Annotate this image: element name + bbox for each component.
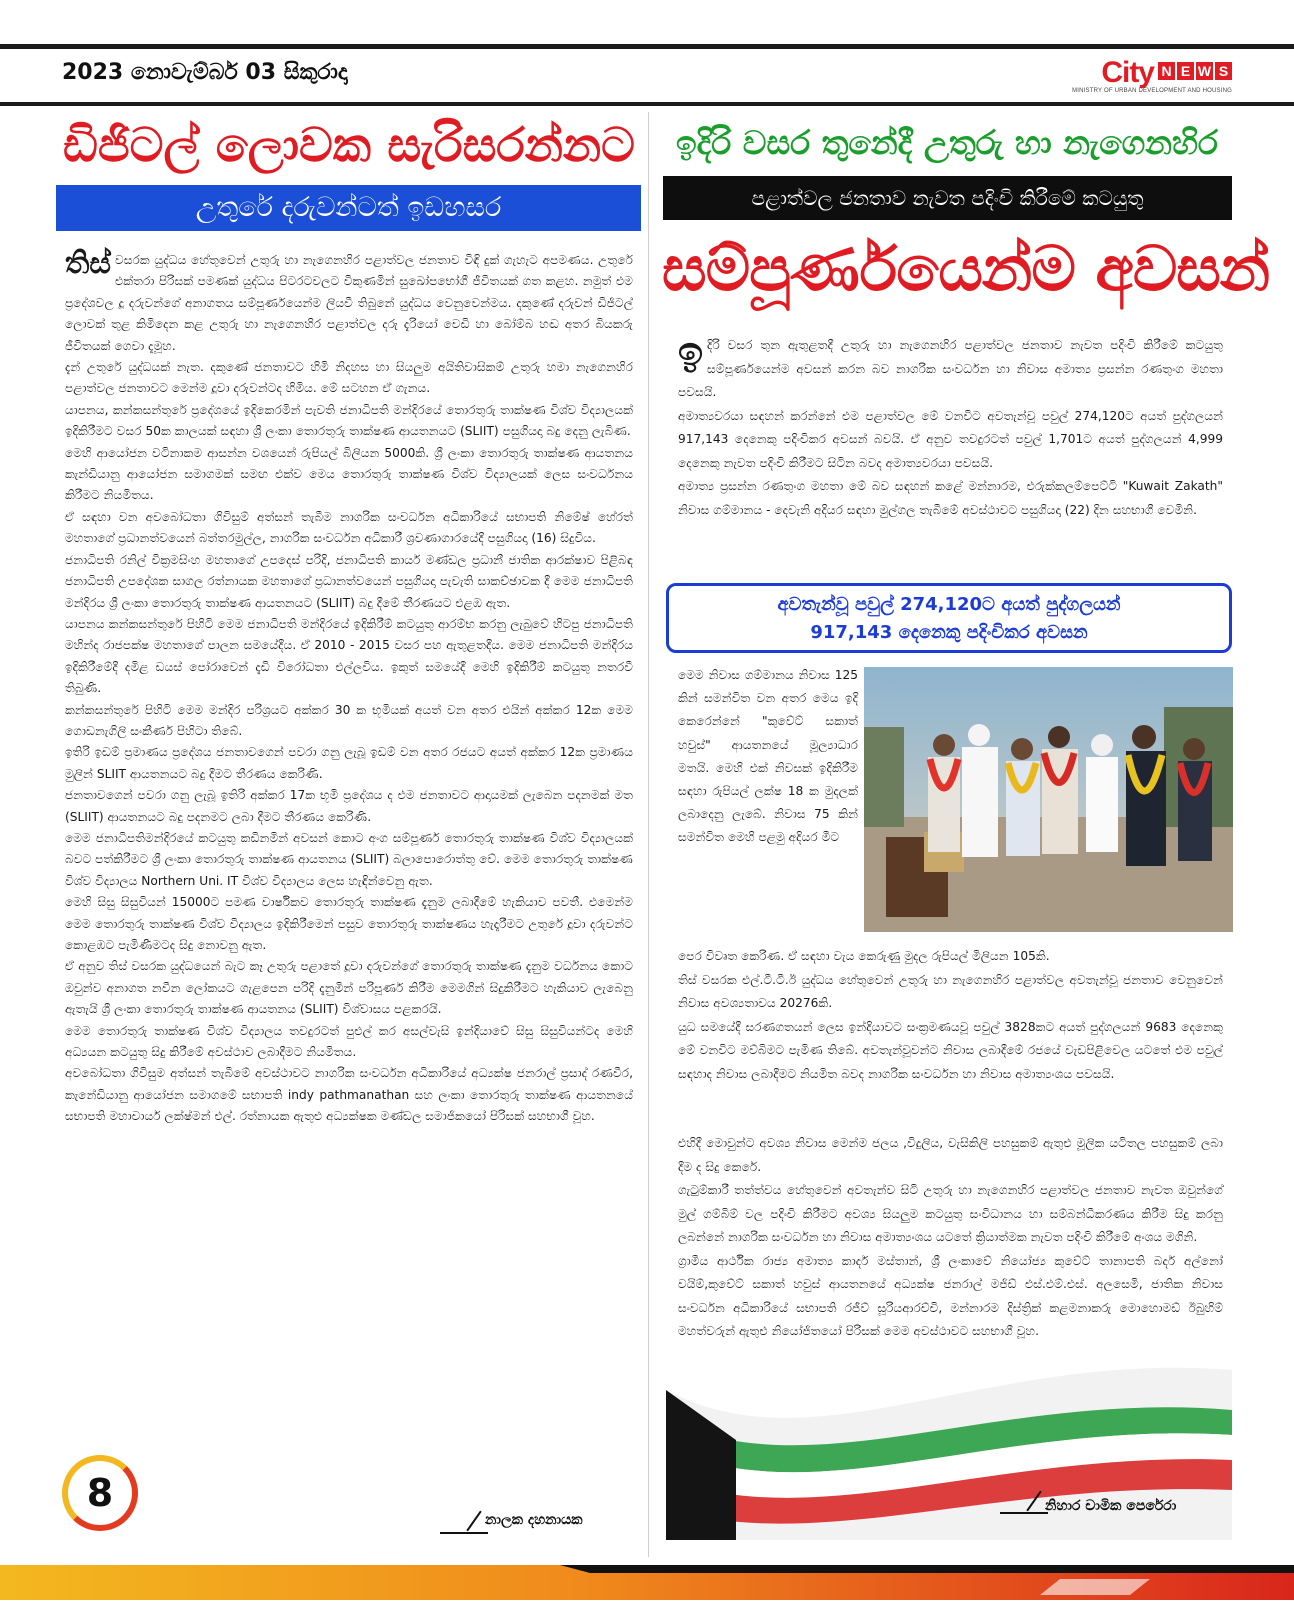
byline-rule: [440, 1532, 488, 1534]
right-article-continued: [678, 945, 1223, 1086]
right-paragraph: දිරි වසර තුන ඇතුළතදී උතුරු හා නැගෙනහිර පළාත්වල ජනතාව නැවත පදිංචි කිරීමේ කටයුතු සම්පූර්ණයෙන්ම අවසන් කරන බව නාගරික සංවර්ධන හා නිවාස අමාත්‍ය ප්‍රසන්න රණතුංග මහතා පවසයි.: [678, 338, 1223, 399]
right-paragraph: යුධ සමයේදී සරණගතයන් ලෙස ඉන්දියාවට සංක්‍රමණයවූ පවුල් 3828කට අයත් පුද්ගලයන් 9683 දෙනෙකු මේ වනවිට මව්බිමට පැමිණ තිබේ. අවතැන්වූවන්ට නිවාස ලබාදීමේ රජයේ වැඩපිළිවෙල යටතේ එම පවුල් සඳහාද නිවාස ලබාදීමට නියමිත බවද නාගරික සංවර්ධන හා නිවාස අමාත්‍යංශය පවසයි.: [678, 1019, 1223, 1081]
header-rule: [0, 102, 1294, 106]
left-paragraph: මෙම තොරතුරු තාක්ෂණ විශ්ව විද්‍යාලය තවදුරටත් පුළුල් කර අසල්වැසි ඉන්දියාවේ සිසු සිසුවියන්ටද මෙහි අධ්‍යයන කටයුතු සිදු කිරීමේ අවස්ථාව ලබාදීමට නියමිතය.: [65, 1023, 633, 1060]
right-paragraph: අමාත්‍ය ප්‍රසන්න රණතුංග මහතා මේ බව සඳහන් කළේ මන්නාරම, එරුක්කලම්පෙට්ටි "Kuwait Zakath" නිවාස ගම්මානය - දෙවැනි අදියර සඳහා මුල්ගල තැබීමේ අවස්ථාවට පසුගියදා (22) දින සහභාගී වෙමිනි.: [678, 479, 1223, 517]
right-paragraph: තිස් වසරක එල්.ටී.ටී.ඊ යුද්ධය හේතුවෙන් උතුරු හා නැගෙනහිර පළාත්වල අවතැන්වූ ජනතාව වෙනුවෙන් නිවාස අවශ්‍යතාවය 20276කි.: [678, 972, 1223, 1010]
logo-ministry: MINISTRY OF URBAN DEVELOPMENT AND HOUSING: [1072, 88, 1232, 94]
right-paragraph: ග්‍රාමීය ආර්ථික රාජ්‍ය අමාත්‍ය කාදර් මස්තාන්, ශ්‍රී ලංකාවේ නියෝජ්‍ය කුවේට් තානාපති බදර් අල්නෝ වයිම්,කුවේට් සකාත් හවුස් ආයතනයේ අධ්‍යක්ෂ ජනරාල් මජිඩ් එස්.එම්.එස්. අලසෙමි, ජාතික නිවාස සංවර්ධන අධිකාරියේ සභාපති රජීව් සූරියආරච්චි, මන්නාරම දිස්ත්‍රික් කළමනාකරු මොහොමඩ් ඊබුහිම් මහත්වරුන් ඇතුළු නියෝජිතයෝ පිරිසක් මෙම අවස්ථාවට සහභාගී වූහ.: [678, 1253, 1223, 1338]
left-paragraph: දැන් උතුරේ යුද්ධයක් නැත. දකුණේ ජනතාවට හිමි නිදහස හා සියලුම අයිතිවාසිකම් උතුරු හමා නැගෙනහිර පළාත්වල ජනතාවට මෙන්ම දූවා දරුවන්ටද හිමිය. මේ සටහන ඒ ගැනය.: [65, 360, 633, 396]
left-headline: ඩිජිටල් ලොවක සැරිසරන්නට: [63, 118, 635, 173]
page-number: 8: [62, 1455, 138, 1531]
left-paragraph: මෙම ජනාධිපතිමන්දිරයේ කටයුතු කඩිනමින් අවසන් කොට අංග සම්පූර්ණ තොරතුරු තාක්ෂණ විශ්ව විද්‍යාලයක් බවට පත්කිරීමට ශ්‍රී ලංකා තොරතුරු තාක්ෂණ ආයතනය (SLIIT) බලාපොරොත්තු වේ. මෙම තොරතුරු තාක්ෂණ විශ්ව විද්‍යාලය Northern Uni. IT විශ්ව විද්‍යාලය ලෙස හැඳින්වෙනු ඇත.: [65, 830, 633, 888]
left-paragraph: ජනතාවගෙන් පවරා ගනු ලැබූ ඉතිරි අක්කර 17ක භූමි ප්‍රදේශය ද එම ජනතාවට ආදායමක් ලැබෙන පදනමක් මත (SLIIT) ආයතනයට බදු පදනමට ලබා දීමට තීරණය කෙරිණි.: [65, 788, 633, 824]
left-paragraph: ඉතිරි ඉඩම් ප්‍රමාණය ප්‍රදේශය ජනතාවගෙන් පවරා ගනු ලැබූ ඉඩම් වන අතර රජයට අයත් අක්කර 12ක ප්‍රමාණය මුලින් SLIIT ආයතනයට බදු දීමට තීරණය කෙරිණි.: [65, 745, 633, 781]
right-paragraph: මෙම නිවාස ගම්මානය නිවාස 125 කින් සමන්විත වන අතර මෙය ඉදි කෙරෙන්නේ "කුවේට් සකාත් හවුස්" ආයතනයේ මූල්‍යාධාර මතයි. මෙහි එක් නිවසක් ඉදිකිරීම සඳහා රුපියල් ලක්ෂ 18 ක මුදලක් ලබාදෙනු ලැබේ. නිවාස 75 කින් සමන්විත මෙහි පළමු අදියර මීට: [678, 668, 858, 845]
left-paragraph: වසරක යුද්ධය හේතුවෙන් උතුරු හා නැගෙනහිර පළාත්වල ජනතාව විඳි දුක් ගැහැට අපමණය. උතුරේ එක්තරා පිරිසක් පමණක් යුද්ධය පිටරටවලට විකුණමින් සුඛෝපභෝගී ජීවිතයක් ගත කළහ. නමුත් එම ප්‍රදේශවල දූ දරුවන්ගේ අනාගතය සම්පූර්ණයෙන්ම ලියවී තිබුනේ යුද්ධය වෙනුවෙන්මය. දකුණේ දරුවන් ඩිජිටල් ලොවක් තුළ කිමිදෙන කළ උතුරු හා නැගෙනහිර පළාත්වල දරු දැරියෝ වෙඩි හා බෝම්බ හඬ අතර බියකරු ජීවිතයක් ගෙවා දැමූහ.: [65, 253, 633, 353]
right-paragraph: එහිදී මොවුන්ට අවශ්‍ය නිවාස මෙන්ම ජලය ,විදුලිය, වැසිකිලි පහසුකම් ඇතුළු මූලික යටිතල පහසුකම් ලබා දීම ද සිදු කෙරේ.: [678, 1136, 1223, 1174]
pull-quote-line: 917,143 දෙනෙකු පදිංචිකර අවසන: [810, 622, 1088, 643]
left-paragraph: කන්කසන්තුරේ පිහිටි මෙම මන්දිර පරිශ්‍රයට අක්කර 30 ක භූමියක් අයත් වන අතර එයින් අක්කර 12ක මෙම ගොඩනැගිලි සංකීර්ණ පිහිටා තිබේ.: [65, 702, 633, 738]
right-paragraph: අමාත්‍යවරයා සඳහන් කරන්නේ එම පළාත්වල මේ වනවිට අවතැන්වූ පවුල් 274,120ට අයත් පුද්ගලයන් 917,143 දෙනෙකු පදිංචිකර අවසන් බවයි. ඒ අනුව තවදුරටත් පවුල් 1,701ට අයත් පුද්ගලයන් 4,999 දෙනෙකු නැවත පදිංචි කිරීමට සිටින බවද අමාත්‍යවරයා පවසයි.: [678, 408, 1223, 470]
right-paragraph: පෙර විවෘත කෙරිණ. ඒ සඳහා වැය කෙරුණු මුදල රුපියල් මිලියන 105කි.: [678, 949, 1050, 963]
right-dropcap: ඉ: [678, 329, 704, 375]
left-paragraph: ඒ අනුව තිස් වසරක යුද්ධයෙන් බැට කෑ උතුරු පළාතේ දූවා දරුවන්ගේ තොරතුරු තාක්ෂණ දැනුම වර්ධනය කොට ඔවුන්ව අනාගත නවීන ලෝකයට ගැළපෙන පරිදි දැනුමින් පරිපූර්ණ කිරීම මෙමගින් සිදුකිරීමට හැකියාව ලැබෙනු ඇතැයි ශ්‍රී ලංකා තොරතුරු තාක්ෂණ ආයතනය (SLIIT) විශ්වාසය පළකරයි.: [65, 959, 633, 1017]
left-paragraph: මෙහි සිසු සිසුවියන් 15000ට පමණ වාර්ෂිකව තොරතුරු තාක්ෂණ දැනුම ලබාදීමේ හැකියාව පවතී. එමෙන්ම මෙම තොරතුරු තාක්ෂණ විශ්ව විද්‍යාලය ඉදිකිරීමෙන් පසුව තොරතුරු තාක්ෂණය හැදෑරීමට උතුරේ දූවා දරුවන්ට කොළඹට පැමිණීමටද සිදු නොවනු ඇත.: [65, 895, 633, 952]
logo-city-text: City: [1101, 56, 1154, 89]
issue-date: 2023 නොවැම්බර් 03 සිකුරාදා: [62, 60, 348, 85]
left-article-body: [65, 246, 633, 1128]
right-big-headline: සම්පූර්ණයෙන්ම අවසන්: [662, 232, 1270, 305]
byline-slash-icon: [466, 1511, 481, 1532]
right-headline: ඉදිරි වසර තුනේදී උතුරු හා නැගෙනහිර: [676, 123, 1218, 162]
right-narrow-column: [678, 664, 858, 850]
column-divider: [648, 112, 649, 1557]
left-paragraph: අවබෝධතා ගිවිසුම අත්සන් තැබීමේ අවස්ථාවට නාගරික සංවර්ධන අධිකාරියේ අධ්‍යක්ෂ ජනරාල් ප්‍රසාද් රණවීර, කැනේඩියානු ආයෝජන සමාගමේ සභාපති indy pathmanathan සහ ලංකා තොරතුරු තාක්ෂණ ආයතනයේ සභාපති මහාචාර්ය ලක්ෂ්මන් එල්. රත්නායක ඇතුළු අධ්‍යක්ෂක මණ්ඩල සමාජිකයෝ පිරිසක් සහභාගී වූහ.: [65, 1066, 633, 1124]
left-paragraph: ඒ සඳහා වන අවබෝධතා ගිවිසුම් අත්සන් තැබීම නාගරික සංවර්ධන අධිකාරියේ සභාපති නිමේෂ් හේරත් මහතාගේ ප්‍රධානත්වයෙන් බත්තරමුල්ල, නාගරික සංවර්ධන අධිකාරී ශ්‍රවණාගාරයේදී පසුගියදා (16) සිදුවිය.: [65, 509, 633, 546]
footer-stripe: [0, 1565, 1294, 1600]
right-pull-quote: [666, 583, 1232, 653]
left-paragraph: මෙහි ආයෝජන වටිනාකම ආසන්න වශයෙන් රුපියල් බිලියන 5000කි. ශ්‍රී ලංකා තොරතුරු තාක්ෂණ ආයතනය කැන්ඩියානු ආයෝජන සමාගමක් සමඟ එක්ව මෙය තොරතුරු තාක්ෂණ විශ්ව විද්‍යාලයක් ලෙස සංවර්ධනය කිරීමට නියමිතය.: [65, 445, 633, 503]
byline-rule: [1000, 1512, 1048, 1514]
left-dropcap: තිස්: [65, 246, 111, 281]
left-paragraph: යාපනය, කන්කසන්තුරේ ප්‍රදේශයේ ඉදිකෙරමින් පැවති ජනාධිපති මන්දිරයේ තොරතුරු තාක්ෂණ විශ්ව විද්‍යාලයක් ඉදිකිරීමට වසර 50ක කාලයක් සඳහා ශ්‍රී ලංකා තොරතුරු තාක්ෂණ ආයතනයට (SLIIT) පසුගියදා බදු දෙනු ලැබිණ.: [65, 402, 633, 439]
right-article-closing: [678, 1132, 1223, 1344]
right-byline: නිහාර චාමික පෙරේරා: [1045, 1498, 1177, 1514]
left-paragraph: යාපනය කන්කසන්තුරේ පිහිටි මෙම ජනාධිපති මන්දිරයේ ඉදිකිරීම් කටයුතු ආරම්භ කරනු ලැබුවේ හිටපු ජනාධිපති මහින්ද රාජපක්ෂ මහතාගේ පාලන සමයේදීය. ඒ 2010 - 2015 වසර පහ ඇතුළතදීය. මෙම ජනාධිපති මන්දිරය ඉදිකිරීමේදී දමිළ ඩයස් පෝරාවෙන් දැඩි විරෝධතා එල්ලවිය. ඉකුත් සමයේදී මෙහි ඉදිකිරීම් කටයුතු නතරවී තිබුණි.: [65, 616, 633, 696]
left-subheadline: උතුරේ දරුවන්ටත් ඉඩහසර: [56, 185, 641, 231]
pull-quote-line: අවතැන්වූ පවුල් 274,120ට අයත් පුද්ගලයන්: [777, 594, 1121, 615]
top-rule: [0, 44, 1294, 49]
left-byline: නාලක දහනායක: [485, 1512, 583, 1528]
right-paragraph: ගැටුම්කාරී තත්ත්වය හේතුවෙන් අවතැන්ව සිටි උතුරු හා නැගෙනහිර පළාත්වල ජනතාව නැවත ඔවුන්ගේ මුල් ගම්බිම් වල පදිංචි කිරීමට අවශ්‍ය සියලුම කටයුතු සංවිධානය හා සම්බන්ධීකරණය කිරීම සිදු කරනු ලබන්නේ නාගරික සංවර්ධන හා නිවාස අමාත්‍යංශය යටතේ ක්‍රියාත්මක නැවත පදිංචි කිරීමේ අංශය මගිනි.: [678, 1183, 1223, 1244]
city-news-logo: [1072, 56, 1232, 94]
left-paragraph: ජනාධිපති රනිල් වික්‍රමසිංහ මහතාගේ උපදෙස් පරිදි, ජනාධිපති කාර්ය මණ්ඩල ප්‍රධානී ජාතික ආරක්ෂාව පිළිබඳ ජනාධිපති උපදේශක සාගල රත්නායක මහතාගේ ප්‍රධානත්වයෙන් පසුගියදා පැවැති සාකච්ඡාවක දී මෙම ජනාධිපති මන්දිරය ශ්‍රී ලංකා තොරතුරු තාක්ෂණ ආයතනයට (SLIIT) බදු දීමේ තීරණයට එළඹ ඇත.: [65, 552, 633, 610]
logo-news-letters: N E W S: [1156, 61, 1232, 80]
right-article-intro: [678, 329, 1223, 522]
ceremony-photo: [864, 667, 1233, 932]
right-subheadline-bar: පළාත්වල ජනතාව නැවත පදිංචි කිරීමේ කටයුතු: [663, 176, 1232, 220]
